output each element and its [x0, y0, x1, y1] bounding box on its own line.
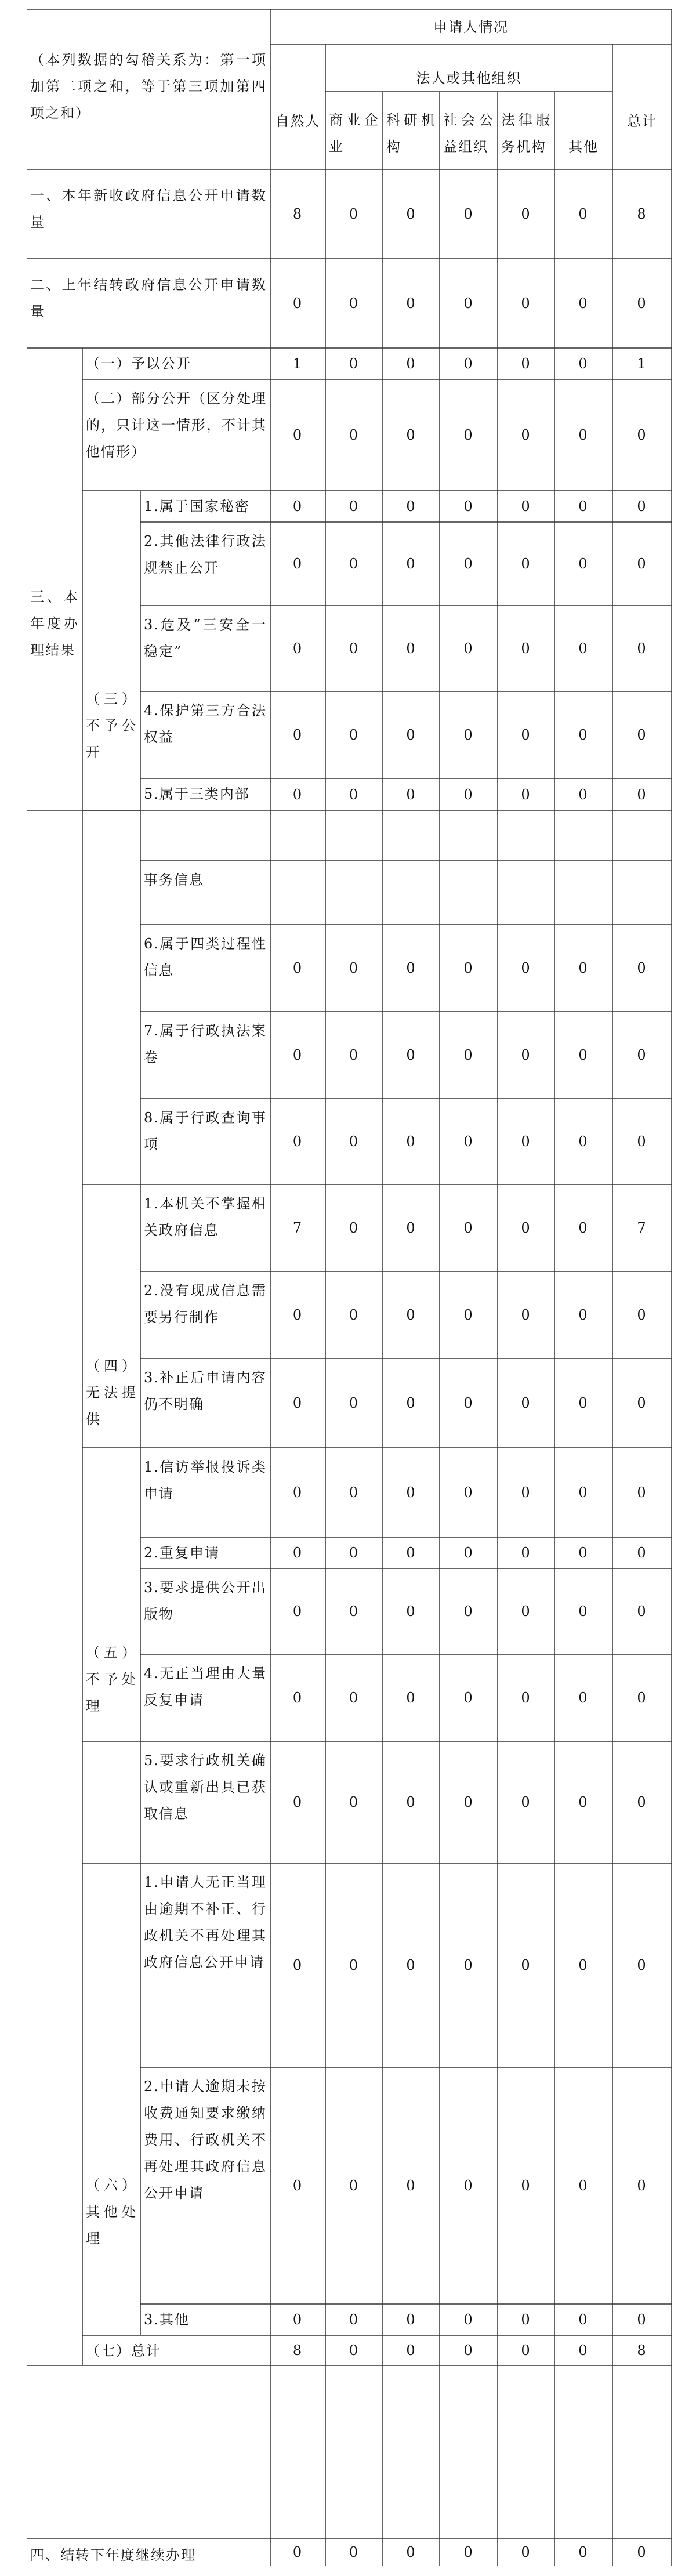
value-cell: 0 — [521, 640, 531, 657]
natural-person-header: 自然人 — [275, 113, 321, 129]
value-cell: 0 — [406, 1133, 416, 1150]
row-label: 7.属于行政执法案卷 — [144, 1023, 267, 1066]
value-cell: 0 — [463, 2544, 474, 2560]
value-cell: 0 — [406, 2178, 416, 2194]
value-cell: 0 — [637, 2544, 647, 2560]
value-cell: 0 — [292, 427, 303, 443]
value-cell: 0 — [637, 787, 647, 803]
row-label: 2.申请人逾期未按收费通知要求缴纳费用、行政机关不再处理其政府信息公开申请 — [144, 2078, 267, 2201]
value-cell: 0 — [406, 787, 416, 803]
value-cell: 0 — [637, 1395, 647, 1411]
row-label: 6.属于四类过程性信息 — [144, 936, 267, 979]
value-cell: 8 — [637, 206, 647, 222]
value-cell: 7 — [292, 1220, 303, 1236]
value-cell: 0 — [292, 498, 303, 515]
value-cell: 0 — [578, 2311, 589, 2328]
value-cell: 0 — [292, 640, 303, 657]
value-cell: 0 — [637, 2311, 647, 2328]
value-cell: 1 — [637, 356, 647, 372]
value-cell: 0 — [349, 1133, 360, 1150]
row-label: 3.要求提供公开出版物 — [144, 1579, 267, 1622]
value-cell: 0 — [463, 727, 474, 743]
total-header: 总计 — [627, 113, 657, 129]
row-label: 1.信访举报投诉类申请 — [144, 1459, 267, 1502]
value-cell: 0 — [578, 727, 589, 743]
value-cell: 0 — [521, 427, 531, 443]
value-cell: 0 — [521, 1545, 531, 1561]
value-cell: 0 — [406, 1690, 416, 1706]
value-cell: 0 — [463, 295, 474, 311]
value-cell: 0 — [463, 556, 474, 572]
value-cell: 0 — [578, 2342, 589, 2358]
value-cell: 0 — [578, 1957, 589, 1973]
value-cell: 0 — [521, 1690, 531, 1706]
row-label: 8.属于行政查询事项 — [144, 1110, 267, 1153]
value-cell: 0 — [463, 1545, 474, 1561]
value-cell: 0 — [406, 1957, 416, 1973]
value-cell: 0 — [292, 1047, 303, 1063]
stub-note: （本列数据的勾稽关系为：第一项加第二项之和，等于第三项加第四项之和） — [30, 52, 267, 121]
row-label: 2.其他法律行政法规禁止公开 — [144, 533, 267, 576]
value-cell: 0 — [521, 1603, 531, 1619]
value-cell: 0 — [578, 295, 589, 311]
value-cell: 0 — [637, 1307, 647, 1323]
group-unable: （四）无法提供 — [86, 1358, 137, 1428]
value-cell: 0 — [578, 1794, 589, 1810]
value-cell: 0 — [637, 1690, 647, 1706]
value-cell: 0 — [349, 2544, 360, 2560]
value-cell: 0 — [637, 1133, 647, 1150]
value-cell: 0 — [463, 960, 474, 976]
value-cell — [383, 861, 440, 925]
value-cell: 0 — [521, 727, 531, 743]
value-cell: 0 — [521, 556, 531, 572]
value-cell: 0 — [349, 1395, 360, 1411]
section-carry-forward: 四、结转下年度继续办理 — [30, 2547, 196, 2563]
value-cell: 0 — [578, 640, 589, 657]
value-cell: 1 — [292, 356, 303, 372]
research-header: 科研机构 — [386, 112, 436, 155]
legal-service-header: 法律服务机构 — [501, 112, 551, 155]
row-label: 5.属于三类内部 — [144, 786, 250, 802]
value-cell: 0 — [521, 1794, 531, 1810]
value-cell: 0 — [406, 2342, 416, 2358]
value-cell: 0 — [578, 1690, 589, 1706]
value-cell: 7 — [637, 1220, 647, 1236]
value-cell: 0 — [578, 787, 589, 803]
value-cell: 0 — [578, 1395, 589, 1411]
value-cell: 0 — [349, 640, 360, 657]
value-cell: 0 — [406, 1047, 416, 1063]
value-cell: 0 — [349, 1957, 360, 1973]
value-cell: 0 — [349, 498, 360, 515]
value-cell: 0 — [406, 640, 416, 657]
value-cell: 0 — [578, 2178, 589, 2194]
value-cell: 0 — [578, 2544, 589, 2560]
value-cell: 0 — [521, 1307, 531, 1323]
value-cell: 0 — [406, 727, 416, 743]
value-cell: 0 — [406, 295, 416, 311]
value-cell: 0 — [349, 1220, 360, 1236]
value-cell: 0 — [521, 2311, 531, 2328]
value-cell: 0 — [521, 498, 531, 515]
value-cell: 0 — [463, 1047, 474, 1063]
value-cell: 0 — [521, 2178, 531, 2194]
value-cell: 0 — [578, 356, 589, 372]
value-cell: 0 — [521, 1395, 531, 1411]
row-label: （一）予以公开 — [86, 356, 191, 372]
value-cell: 0 — [463, 787, 474, 803]
value-cell: 0 — [406, 2544, 416, 2560]
value-cell: 0 — [578, 556, 589, 572]
group-withheld: （三）不予公开 — [86, 691, 137, 760]
value-cell: 0 — [406, 1220, 416, 1236]
value-cell: 0 — [463, 1957, 474, 1973]
legal-group-header: 法人或其他组织 — [416, 70, 522, 86]
value-cell: 0 — [521, 1133, 531, 1150]
value-cell: 0 — [578, 498, 589, 515]
row-label: 1.属于国家秘密 — [144, 498, 250, 515]
value-cell: 0 — [349, 295, 360, 311]
value-cell: 0 — [578, 1484, 589, 1501]
value-cell: 0 — [349, 206, 360, 222]
value-cell: 0 — [406, 1545, 416, 1561]
value-cell: 0 — [349, 2178, 360, 2194]
value-cell: 0 — [292, 960, 303, 976]
value-cell: 0 — [406, 356, 416, 372]
value-cell: 0 — [521, 1047, 531, 1063]
value-cell: 0 — [463, 1690, 474, 1706]
business-header: 商业企业 — [329, 112, 379, 155]
section-results: 三、本年度办理结果 — [30, 589, 79, 658]
value-cell: 0 — [292, 1395, 303, 1411]
value-cell: 0 — [463, 1794, 474, 1810]
value-cell: 0 — [406, 206, 416, 222]
value-cell: 0 — [463, 1395, 474, 1411]
applicant-header: 申请人情况 — [433, 19, 509, 35]
value-cell: 8 — [292, 2342, 303, 2358]
row-label: 5.要求行政机关确认或重新出具已获取信息 — [144, 1752, 267, 1822]
section-new-requests: 一、本年新收政府信息公开申请数量 — [30, 187, 267, 230]
value-cell: 8 — [292, 206, 303, 222]
row-label: 3.其他 — [144, 2311, 190, 2328]
value-cell: 0 — [292, 1957, 303, 1973]
group-not-processed: （五）不予处理 — [86, 1644, 137, 1714]
value-cell: 0 — [463, 1220, 474, 1236]
value-cell: 0 — [349, 960, 360, 976]
value-cell: 0 — [637, 1545, 647, 1561]
value-cell: 0 — [637, 2178, 647, 2194]
value-cell: 0 — [463, 2178, 474, 2194]
value-cell: 0 — [637, 960, 647, 976]
value-cell: 0 — [292, 1484, 303, 1501]
value-cell: 0 — [292, 556, 303, 572]
value-cell — [325, 861, 383, 925]
value-cell: 0 — [292, 2178, 303, 2194]
section-carried-over: 二、上年结转政府信息公开申请数量 — [30, 277, 267, 320]
value-cell: 0 — [521, 295, 531, 311]
disclosure-statistics-table — [27, 9, 672, 2566]
value-cell — [554, 861, 612, 925]
value-cell: 0 — [463, 640, 474, 657]
value-cell: 0 — [349, 727, 360, 743]
value-cell: 0 — [292, 1545, 303, 1561]
value-cell: 0 — [463, 356, 474, 372]
value-cell: 0 — [349, 2311, 360, 2328]
value-cell: 0 — [463, 427, 474, 443]
value-cell: 0 — [578, 1133, 589, 1150]
value-cell: 0 — [292, 1603, 303, 1619]
value-cell: 0 — [637, 1957, 647, 1973]
value-cell: 0 — [406, 1794, 416, 1810]
value-cell: 0 — [349, 2342, 360, 2358]
value-cell: 0 — [637, 727, 647, 743]
value-cell: 0 — [406, 498, 416, 515]
value-cell: 0 — [463, 2342, 474, 2358]
value-cell: 0 — [637, 640, 647, 657]
value-cell — [612, 861, 672, 925]
value-cell: 0 — [406, 1395, 416, 1411]
value-cell: 0 — [349, 1603, 360, 1619]
other-header: 其他 — [568, 139, 599, 155]
row-label: 3.危及“三安全一稳定” — [144, 617, 267, 660]
value-cell: 0 — [349, 556, 360, 572]
value-cell: 0 — [578, 1047, 589, 1063]
value-cell: 0 — [349, 427, 360, 443]
value-cell: 0 — [637, 498, 647, 515]
value-cell: 0 — [292, 1794, 303, 1810]
value-cell: 0 — [637, 1794, 647, 1810]
value-cell: 0 — [521, 2342, 531, 2358]
row-label: 2.重复申请 — [144, 1545, 220, 1561]
value-cell: 0 — [637, 1603, 647, 1619]
value-cell: 0 — [637, 427, 647, 443]
value-cell: 0 — [578, 1307, 589, 1323]
value-cell: 0 — [292, 2544, 303, 2560]
value-cell: 0 — [406, 960, 416, 976]
value-cell: 8 — [637, 2342, 647, 2358]
value-cell: 0 — [578, 1603, 589, 1619]
value-cell: 0 — [463, 1133, 474, 1150]
row-label: （二）部分公开（区分处理的，只计这一情形，不计其他情形） — [86, 390, 267, 460]
value-cell: 0 — [292, 295, 303, 311]
value-cell: 0 — [292, 787, 303, 803]
social-header: 社会公益组织 — [443, 112, 494, 155]
value-cell: 0 — [292, 1690, 303, 1706]
value-cell — [440, 861, 498, 925]
value-cell: 0 — [349, 356, 360, 372]
row-label: 2.没有现成信息需要另行制作 — [144, 1282, 267, 1325]
value-cell: 0 — [406, 1484, 416, 1501]
value-cell — [498, 861, 554, 925]
value-cell: 0 — [521, 1220, 531, 1236]
value-cell: 0 — [406, 427, 416, 443]
value-cell: 0 — [578, 1220, 589, 1236]
value-cell: 0 — [463, 1484, 474, 1501]
value-cell: 0 — [349, 1047, 360, 1063]
row-label: 4.保护第三方合法权益 — [144, 702, 267, 745]
value-cell: 0 — [637, 1047, 647, 1063]
value-cell: 0 — [578, 960, 589, 976]
value-cell: 0 — [406, 556, 416, 572]
value-cell: 0 — [292, 727, 303, 743]
value-cell: 0 — [349, 1484, 360, 1501]
value-cell: 0 — [463, 206, 474, 222]
row-label: 1.申请人无正当理由逾期不补正、行政机关不再处理其政府信息公开申请 — [144, 1874, 267, 1970]
group-other-processing: （六）其他处理 — [86, 2177, 137, 2247]
value-cell: 0 — [578, 1545, 589, 1561]
value-cell: 0 — [521, 1484, 531, 1501]
value-cell: 0 — [521, 787, 531, 803]
value-cell: 0 — [578, 427, 589, 443]
value-cell: 0 — [521, 960, 531, 976]
value-cell: 0 — [349, 1690, 360, 1706]
row-label: （七）总计 — [86, 2343, 161, 2359]
value-cell: 0 — [521, 1957, 531, 1973]
value-cell: 0 — [463, 498, 474, 515]
value-cell: 0 — [406, 1307, 416, 1323]
value-cell: 0 — [463, 2311, 474, 2328]
row-label: 4.无正当理由大量反复申请 — [144, 1665, 267, 1708]
value-cell: 0 — [463, 1603, 474, 1619]
value-cell: 0 — [463, 1307, 474, 1323]
value-cell: 0 — [292, 2311, 303, 2328]
value-cell: 0 — [578, 206, 589, 222]
value-cell: 0 — [406, 2311, 416, 2328]
value-cell: 0 — [521, 356, 531, 372]
value-cell: 0 — [406, 1603, 416, 1619]
value-cell: 0 — [349, 1794, 360, 1810]
value-cell: 0 — [637, 295, 647, 311]
value-cell: 0 — [349, 1545, 360, 1561]
value-cell: 0 — [349, 1307, 360, 1323]
value-cell: 0 — [521, 206, 531, 222]
value-cell: 0 — [349, 787, 360, 803]
value-cell: 0 — [292, 1133, 303, 1150]
row-label: 事务信息 — [144, 872, 204, 888]
value-cell — [270, 861, 325, 925]
value-cell: 0 — [292, 1307, 303, 1323]
row-label: 3.补正后申请内容仍不明确 — [144, 1369, 267, 1412]
value-cell: 0 — [637, 1484, 647, 1501]
row-label: 1.本机关不掌握相关政府信息 — [144, 1195, 267, 1238]
value-cell: 0 — [637, 556, 647, 572]
value-cell: 0 — [521, 2544, 531, 2560]
